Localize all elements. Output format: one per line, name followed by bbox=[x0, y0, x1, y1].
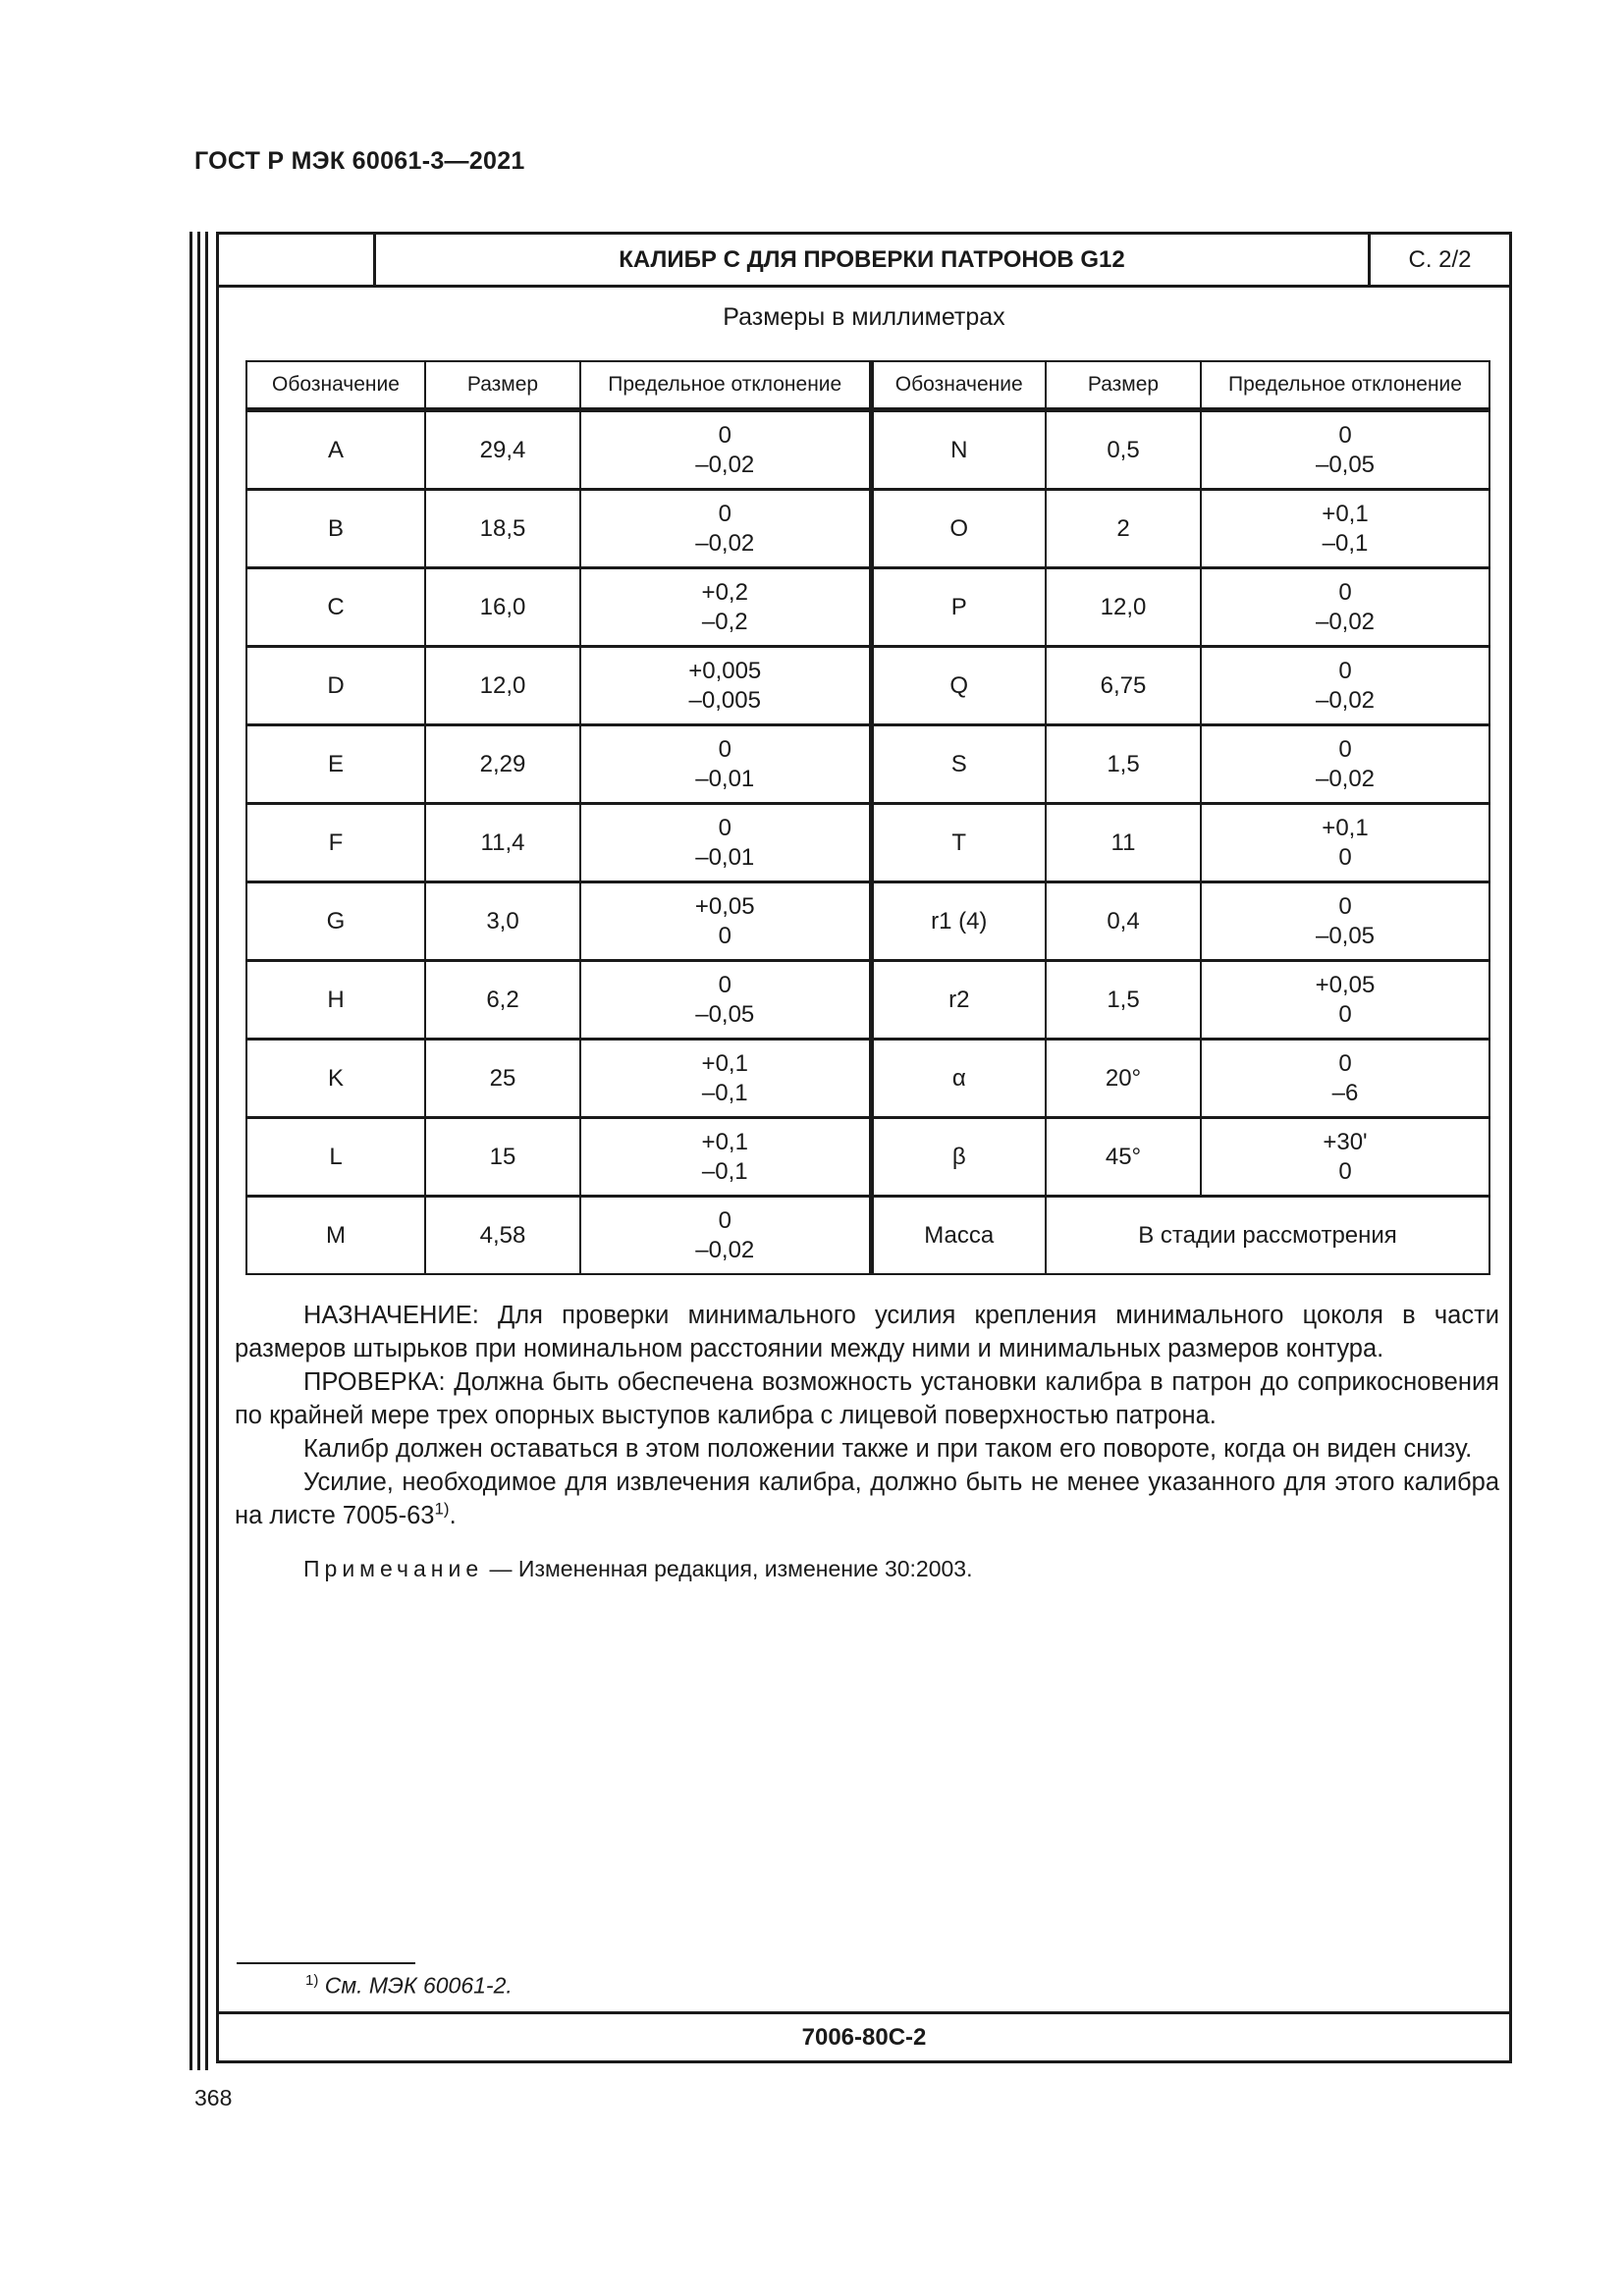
designation-cell: C bbox=[246, 568, 425, 647]
size-cell: 2 bbox=[1046, 490, 1201, 568]
designation-cell: E bbox=[246, 725, 425, 804]
size-cell: 11,4 bbox=[425, 804, 580, 882]
size-cell: 45° bbox=[1046, 1118, 1201, 1197]
units-caption: Размеры в миллиметрах bbox=[723, 303, 1005, 331]
mass-label-cell: Масса bbox=[871, 1197, 1046, 1275]
column-header: Обозначение bbox=[246, 361, 425, 410]
footnote-separator bbox=[237, 1962, 415, 1964]
designation-cell: K bbox=[246, 1040, 425, 1118]
deviation-cell: +0,1 –0,1 bbox=[580, 1118, 871, 1197]
binding-line bbox=[197, 232, 200, 2070]
sheet-frame bbox=[216, 232, 1512, 2063]
column-header: Предельное отклонение bbox=[1201, 361, 1489, 410]
size-cell: 1,5 bbox=[1046, 961, 1201, 1040]
column-header: Обозначение bbox=[871, 361, 1046, 410]
table-row bbox=[246, 568, 1489, 647]
table-row bbox=[246, 804, 1489, 882]
designation-cell: P bbox=[871, 568, 1046, 647]
note-paragraph: Примечание — Измененная редакция, изменение 30:2003. bbox=[303, 1556, 973, 1581]
table-row bbox=[246, 961, 1489, 1040]
size-cell: 6,75 bbox=[1046, 647, 1201, 725]
designation-cell: Q bbox=[871, 647, 1046, 725]
size-cell: 18,5 bbox=[425, 490, 580, 568]
dimensions-table bbox=[245, 360, 1490, 1275]
table-row bbox=[246, 1118, 1489, 1197]
deviation-cell: 0 –0,02 bbox=[580, 1197, 871, 1275]
page-number: 368 bbox=[194, 2085, 233, 2110]
deviation-cell: 0 –0,01 bbox=[580, 804, 871, 882]
designation-cell: T bbox=[871, 804, 1046, 882]
footnote: $^{1)}$ См. МЭК 60061-2. bbox=[305, 1972, 513, 1999]
deviation-cell: +0,05 0 bbox=[1201, 961, 1489, 1040]
size-cell: 3,0 bbox=[425, 882, 580, 961]
designation-cell: O bbox=[871, 490, 1046, 568]
deviation-cell: 0 –0,05 bbox=[1201, 882, 1489, 961]
size-cell: 20° bbox=[1046, 1040, 1201, 1118]
designation-cell: N bbox=[871, 410, 1046, 490]
size-cell: 1,5 bbox=[1046, 725, 1201, 804]
deviation-cell: 0 –6 bbox=[1201, 1040, 1489, 1118]
deviation-cell: 0 –0,05 bbox=[580, 961, 871, 1040]
designation-cell: S bbox=[871, 725, 1046, 804]
deviation-cell: 0 –0,05 bbox=[1201, 410, 1489, 490]
deviation-cell: 0 –0,01 bbox=[580, 725, 871, 804]
designation-cell: α bbox=[871, 1040, 1046, 1118]
column-header: Размер bbox=[425, 361, 580, 410]
size-cell: 4,58 bbox=[425, 1197, 580, 1275]
deviation-cell: +0,1 –0,1 bbox=[1201, 490, 1489, 568]
mass-value-cell: В стадии рассмотрения bbox=[1046, 1197, 1489, 1275]
designation-cell: F bbox=[246, 804, 425, 882]
designation-cell: M bbox=[246, 1197, 425, 1275]
size-cell: 6,2 bbox=[425, 961, 580, 1040]
designation-cell: A bbox=[246, 410, 425, 490]
table-row bbox=[246, 647, 1489, 725]
size-cell: 15 bbox=[425, 1118, 580, 1197]
description-text bbox=[235, 1299, 1499, 1585]
designation-cell: r2 bbox=[871, 961, 1046, 1040]
force-paragraph: Усилие, необходимое для извлечения калибра, должно быть не менее указанного для этого калибра на листе 7005-63$^{1)}$. bbox=[235, 1468, 1499, 1529]
table-row bbox=[246, 410, 1489, 490]
table-body bbox=[246, 410, 1489, 1275]
deviation-cell: 0 –0,02 bbox=[1201, 725, 1489, 804]
table-header-row bbox=[246, 361, 1489, 410]
title-row bbox=[219, 235, 1509, 288]
size-cell: 12,0 bbox=[425, 647, 580, 725]
designation-cell: D bbox=[246, 647, 425, 725]
sheet-code: 7006-80C-2 bbox=[219, 2011, 1509, 2060]
binding-line bbox=[205, 232, 208, 2070]
designation-cell: H bbox=[246, 961, 425, 1040]
designation-cell: B bbox=[246, 490, 425, 568]
check-paragraph: ПРОВЕРКА: Должна быть обеспечена возможность установки калибра в патрон до соприкосновения по крайней мере трех опорных выступов калибра с лицевой поверхностью патрона. bbox=[235, 1368, 1499, 1429]
size-cell: 12,0 bbox=[1046, 568, 1201, 647]
deviation-cell: +0,05 0 bbox=[580, 882, 871, 961]
size-cell: 29,4 bbox=[425, 410, 580, 490]
deviation-cell: +30' 0 bbox=[1201, 1118, 1489, 1197]
position-paragraph: Калибр должен оставаться в этом положении также и при таком его повороте, когда он виден снизу. bbox=[303, 1435, 1473, 1463]
standard-header: ГОСТ Р МЭК 60061-3—2021 bbox=[194, 147, 525, 175]
size-cell: 25 bbox=[425, 1040, 580, 1118]
deviation-cell: 0 –0,02 bbox=[1201, 647, 1489, 725]
designation-cell: G bbox=[246, 882, 425, 961]
deviation-cell: 0 –0,02 bbox=[580, 490, 871, 568]
note-label: Примечание bbox=[303, 1556, 484, 1581]
deviation-cell: +0,2 –0,2 bbox=[580, 568, 871, 647]
table-row-mass bbox=[246, 1197, 1489, 1275]
table-row bbox=[246, 725, 1489, 804]
deviation-cell: 0 –0,02 bbox=[580, 410, 871, 490]
table-row bbox=[246, 490, 1489, 568]
size-cell: 16,0 bbox=[425, 568, 580, 647]
column-header: Предельное отклонение bbox=[580, 361, 871, 410]
purpose-paragraph: НАЗНАЧЕНИЕ: Для проверки минимального усилия крепления минимального цоколя в части размеров штырьков при номинальном расстоянии между ними и минимальных размеров контура. bbox=[235, 1302, 1499, 1362]
deviation-cell: +0,005 –0,005 bbox=[580, 647, 871, 725]
title-blank-cell bbox=[219, 235, 376, 285]
designation-cell: r1 (4) bbox=[871, 882, 1046, 961]
designation-cell: L bbox=[246, 1118, 425, 1197]
column-header: Размер bbox=[1046, 361, 1201, 410]
size-cell: 0,5 bbox=[1046, 410, 1201, 490]
footnote-ref: 1) bbox=[434, 1499, 450, 1519]
deviation-cell: +0,1 –0,1 bbox=[580, 1040, 871, 1118]
table-row bbox=[246, 1040, 1489, 1118]
size-cell: 2,29 bbox=[425, 725, 580, 804]
sheet-page-ref: С. 2/2 bbox=[1368, 235, 1509, 285]
deviation-cell: 0 –0,02 bbox=[1201, 568, 1489, 647]
binding-line bbox=[189, 232, 192, 2070]
size-cell: 0,4 bbox=[1046, 882, 1201, 961]
deviation-cell: +0,1 0 bbox=[1201, 804, 1489, 882]
size-cell: 11 bbox=[1046, 804, 1201, 882]
sheet-title: КАЛИБР С ДЛЯ ПРОВЕРКИ ПАТРОНОВ G12 bbox=[619, 246, 1125, 273]
table-row bbox=[246, 882, 1489, 961]
designation-cell: β bbox=[871, 1118, 1046, 1197]
